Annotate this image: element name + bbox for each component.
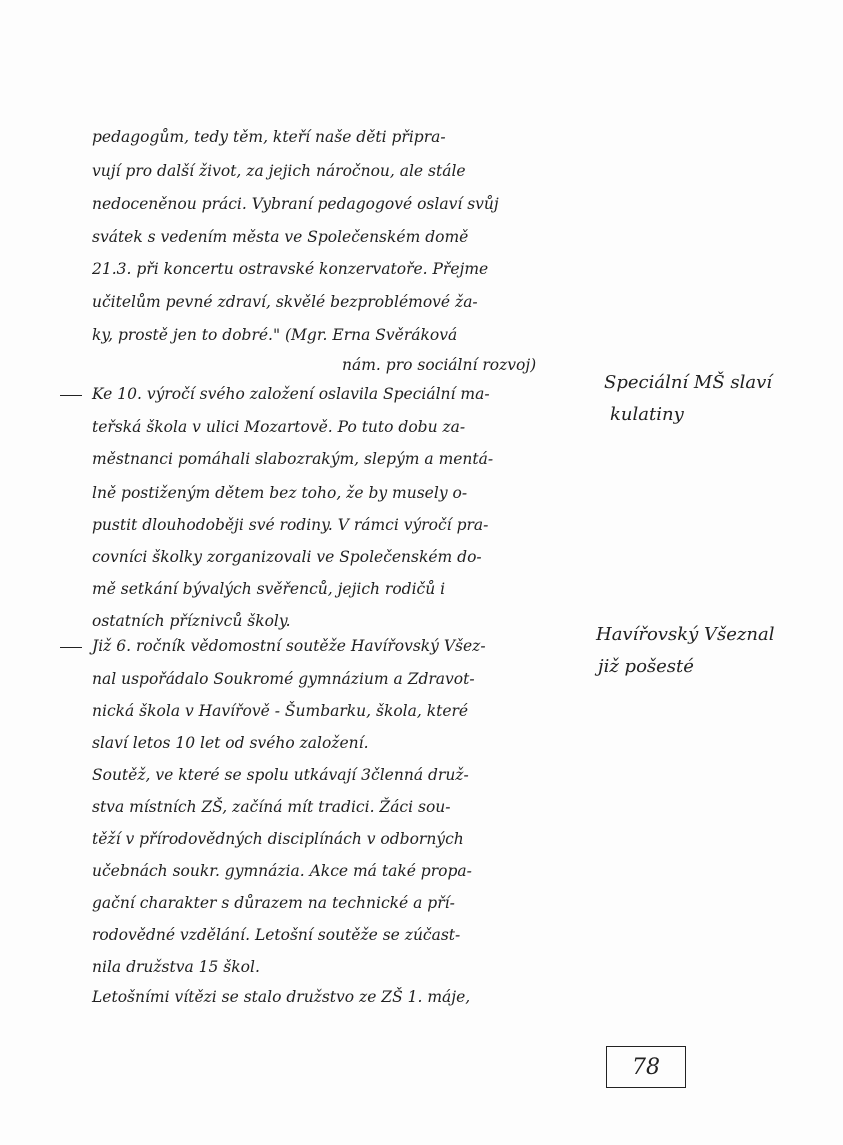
text-line: Ke 10. výročí svého založení oslavila Speciální ma-: [92, 385, 490, 403]
text-line: 21.3. při koncertu ostravské konzervatoře. Přejme: [92, 260, 489, 278]
text-line: těží v přírodovědných disciplínách v odborných: [92, 830, 464, 848]
text-line: Soutěž, ve které se spolu utkávají 3členná druž-: [92, 766, 469, 784]
text-line: ostatních příznivců školy.: [92, 612, 291, 630]
margin-note-heading: Havířovský Všeznal: [596, 624, 775, 645]
text-line: gační charakter s důrazem na technické a pří-: [92, 894, 455, 912]
text-line: svátek s vedením města ve Společenském domě: [92, 228, 469, 246]
text-line: nal uspořádalo Soukromé gymnázium a Zdravot-: [92, 670, 475, 688]
text-line: covníci školky zorganizovali ve Společenském do-: [92, 548, 482, 566]
text-line: Již 6. ročník vědomostní soutěže Havířovský Všez-: [92, 637, 486, 655]
text-line: vují pro další život, za jejich náročnou, ale stále: [92, 162, 466, 180]
text-line: nila družstva 15 škol.: [92, 958, 260, 976]
margin-note-heading: kulatiny: [610, 404, 684, 425]
text-line: lně postiženým dětem bez toho, že by musely o-: [92, 484, 468, 502]
text-line: učebnách soukr. gymnázia. Akce má také propa-: [92, 862, 472, 880]
text-line: pustit dlouhodoběji své rodiny. V rámci výročí pra-: [92, 516, 489, 534]
page-number-box: [606, 1046, 686, 1088]
text-line: nám. pro sociální rozvoj): [342, 356, 537, 374]
text-line: rodovědné vzdělání. Letošní soutěže se zúčast-: [92, 926, 461, 944]
text-line: stva místních ZŠ, začíná mít tradici. Žáci sou-: [92, 798, 451, 816]
page-number: 78: [632, 1054, 660, 1080]
text-line: teřská škola v ulici Mozartově. Po tuto dobu za-: [92, 418, 466, 436]
text-line: mě setkání bývalých svěřenců, jejich rodičů i: [92, 580, 446, 598]
text-line: Letošními vítězi se stalo družstvo ze ZŠ 1. máje,: [92, 988, 471, 1006]
text-line: nedoceněnou práci. Vybraní pedagogové oslaví svůj: [92, 195, 499, 213]
text-line: pedagogům, tedy těm, kteří naše děti připra-: [92, 128, 446, 146]
text-line: nická škola v Havířově - Šumbarku, škola, které: [92, 702, 469, 720]
text-line: slaví letos 10 let od svého založení.: [92, 734, 369, 752]
paragraph-dash: [60, 647, 82, 648]
margin-note-heading: již pošesté: [598, 656, 694, 677]
text-line: učitelům pevné zdraví, skvělé bezproblémové ža-: [92, 293, 478, 311]
text-line: ky, prostě jen to dobré." (Mgr. Erna Svěráková: [92, 326, 458, 344]
text-line: městnanci pomáhali slabozrakým, slepým a mentá-: [92, 450, 494, 468]
paragraph-dash: [60, 395, 82, 396]
margin-note-heading: Speciální MŠ slaví: [604, 372, 773, 393]
